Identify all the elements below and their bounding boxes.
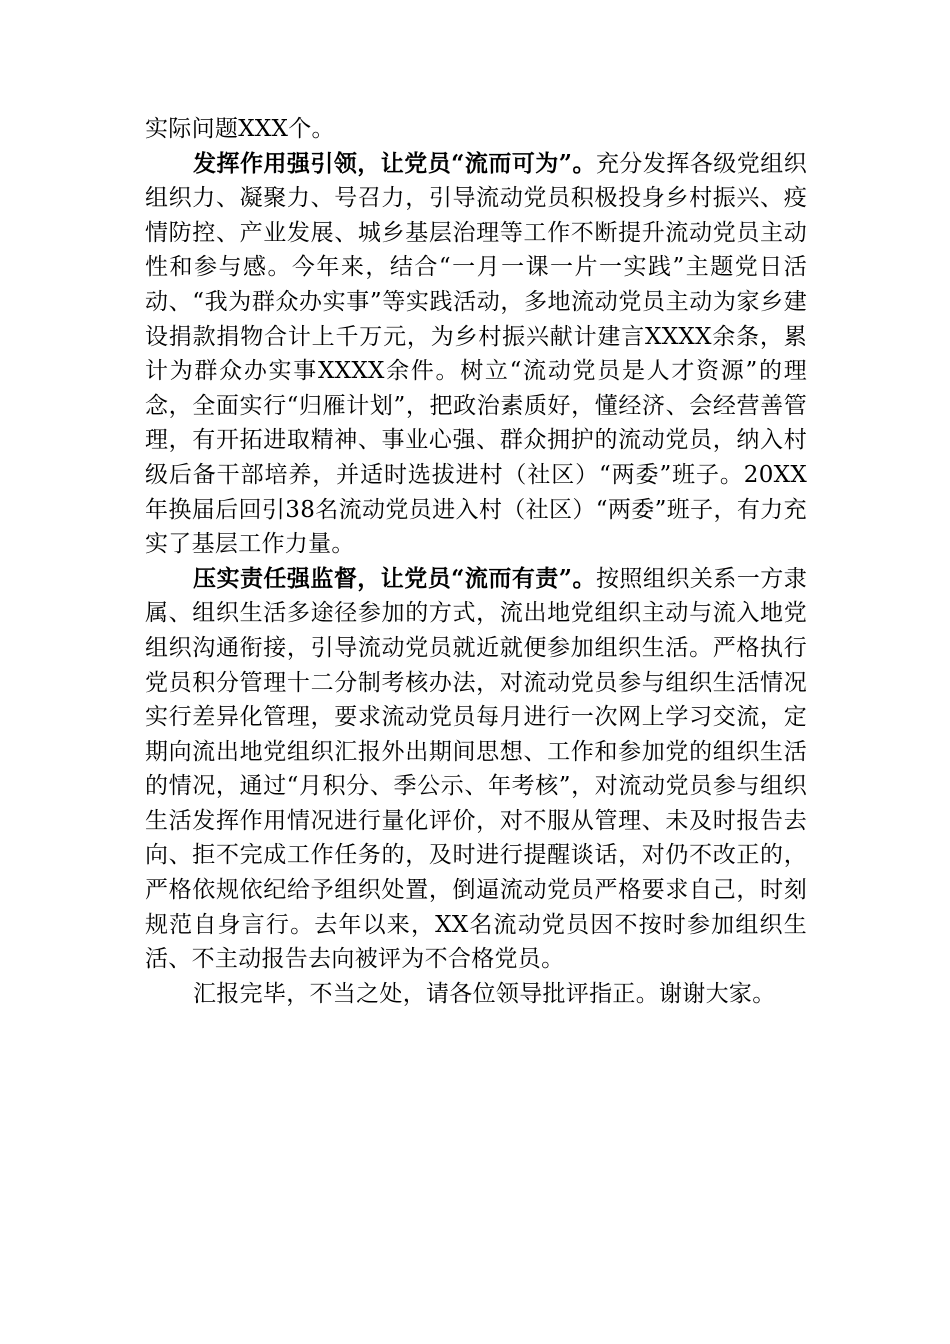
paragraph-heading: 压实责任强监督，让党员“流而有责”。: [193, 564, 596, 592]
paragraph-continuation: [145, 112, 807, 147]
paragraph-text: 汇报完毕，不当之处，请各位领导批评指正。谢谢大家。: [193, 980, 776, 1007]
paragraph-heading: 发挥作用强引领，让党员“流而可为”。: [193, 149, 596, 177]
paragraph-text: 充分发挥各级党组织组织力、凝聚力、号召力，引导流动党员积极投身乡村振兴、疫情防控、产业发展、城乡基层治理等工作不断提升流动党员主动性和参与感。今年来，结合“一月一课一片一实践”主题党日活动、“我为群众办实事”等实践活动，多地流动党员主动为家乡建设捐款捐物合计上千万元，为乡村振兴献计建言XXXX余条，累计为群众办实事XXXX余件。树立“流动党员是人才资源”的理念，全面实行“归雁计划”，把政治素质好，懂经济、会经营善管理，有开拓进取精神、事业心强、群众拥护的流动党员，纳入村级后备干部培养，并适时选拔进村（社区）“两委”班子。20XX年换届后回引38名流动党员进入村（社区）“两委”班子，有力充实了基层工作力量。: [145, 150, 808, 558]
paragraph-responsibility: [145, 562, 807, 977]
paragraph-text: 按照组织关系一方隶属、组织生活多途径参加的方式，流出地党组织主动与流入地党组织沟通衔接，引导流动党员就近就便参加组织生活。严格执行党员积分管理十二分制考核办法，对流动党员参与组织生活情况实行差异化管理，要求流动党员每月进行一次网上学习交流，定期向流出地党组织汇报外出期间思想、工作和参加党的组织生活的情况，通过“月积分、季公示、年考核”，对流动党员参与组织生活发挥作用情况进行量化评价，对不服从管理、未及时报告去向、拒不完成工作任务的，及时进行提醒谈话，对仍不改正的，严格依规依纪给予组织处置，倒逼流动党员严格要求自己，时刻规范自身言行。去年以来，XX名流动党员因不按时参加组织生活、不主动报告去向被评为不合格党员。: [145, 565, 808, 973]
document-page: [145, 112, 807, 1011]
paragraph-closing: [145, 977, 807, 1012]
paragraph-play-role: [145, 147, 807, 562]
paragraph-text: 实际问题XXX个。: [145, 116, 335, 142]
